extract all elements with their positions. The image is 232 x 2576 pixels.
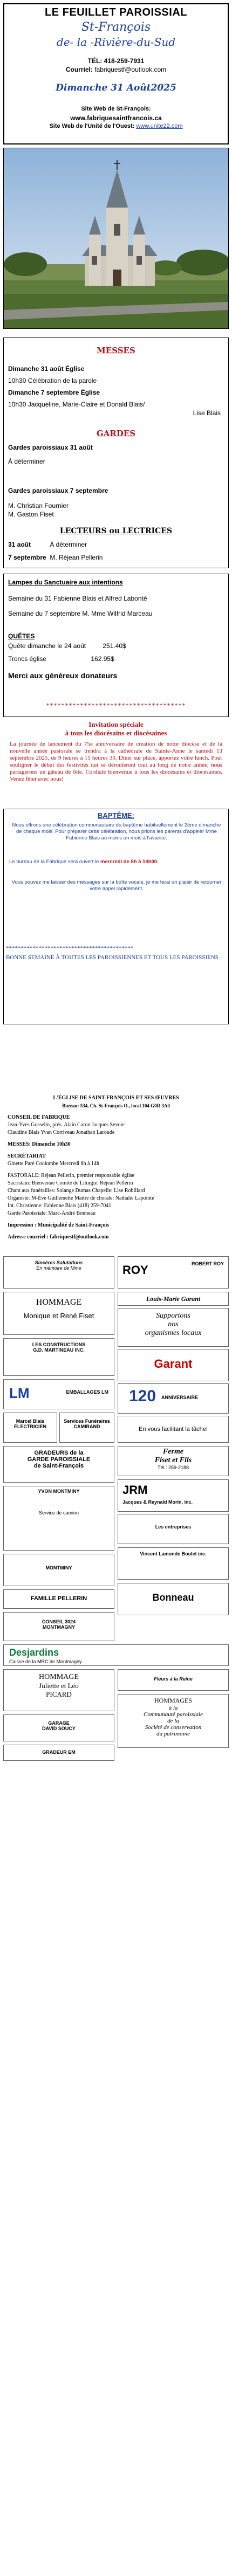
ad-supportons-l1: Supportons xyxy=(156,1312,190,1320)
header-box xyxy=(3,3,229,144)
chant-line: Chant aux funérailles: Solange Dumas Chapelle: Lise Robillard xyxy=(8,1188,145,1194)
ad-jrm-name: Jacques & Reynald Morin, inc. xyxy=(122,1499,193,1505)
eglise-title: L'ÉGLISE DE SAINT-FRANÇOIS ET SES ŒUVRES xyxy=(53,1095,179,1101)
lecteurs-date-1: 31 août xyxy=(8,541,31,548)
ad-constructions-l1: LES CONSTRUCTIONS xyxy=(32,1342,86,1347)
ad-famille-pellerin xyxy=(3,1589,114,1609)
ad-garde-l1: GRADEURS de la xyxy=(34,1450,84,1456)
ad-ferme-fiset xyxy=(118,1446,229,1476)
ad-conseil-3024 xyxy=(3,1612,114,1641)
conseil-heading: CONSEIL DE FABRIQUE xyxy=(8,1114,70,1120)
ad-desjardins xyxy=(3,1644,229,1666)
quetes-line-1-label: Quête dimanche le 24 août xyxy=(8,642,86,650)
ad-garde-paroissiale xyxy=(3,1446,114,1483)
lampes-box xyxy=(3,574,229,717)
ad-garage-soucy-l2: DAVID SOUCY xyxy=(42,1726,76,1731)
ad-montminy-2-name: MONTMINY xyxy=(45,1565,72,1571)
bapteme-p3: Vous pouvez me laisser des messages sur la boîte vocale, je me ferai un plaisir de retourner votre appel rapidement. xyxy=(11,879,222,892)
lecteurs-row-1 xyxy=(8,541,87,548)
messes-line-2-text: 10h30 Célébration de la parole xyxy=(8,377,97,384)
ad-gradeur-name: GRADEUR EM xyxy=(42,1750,76,1755)
sacristie-line: Sacristain: Bienvenue Comité de Liturgie: Réjean Pellerin xyxy=(8,1180,133,1186)
ad-garant-logo: Garant xyxy=(154,1357,193,1370)
ad-roy-name: ROBERT ROY xyxy=(191,1261,224,1266)
ad-entreprises-name: Les entreprises xyxy=(155,1524,192,1530)
ad-jrm xyxy=(118,1479,229,1512)
ad-marcel-blais-job: ÉLECTRICIEN xyxy=(13,1424,46,1429)
ad-hommage-fiset xyxy=(3,1292,114,1335)
ad-montminy-name: YVON MONTMINY xyxy=(38,1489,80,1494)
invitation-body: La journée de lancement du 75e anniversaire de création de notre diocèse et de la nouvelle année pastorale se tiendra à la cathédrale de Sainte-Anne le samedi 13 septembre 2025, de 9 heures à 15 heures 30. Dîner sur place, apportez votre lunch. Pour souligner le début des festivités qui se dérouleront tout au long de notre année, nous partagerons un gâteau de fête. Cordiale bienvenue à tous les diocésains et diocésaines. Venez fêter avec nous! xyxy=(10,741,222,782)
quetes-line-1 xyxy=(8,642,126,650)
ad-entreprises xyxy=(118,1514,229,1544)
ad-camirand xyxy=(59,1413,114,1443)
lampes-heading: Lampes du Sanctuaire aux intentions xyxy=(8,578,123,586)
gardes-2-title: Gardes paroissiaux 7 septembre xyxy=(8,487,108,494)
quetes-thanks: Merci aux généreux donateurs xyxy=(8,671,118,680)
ad-anniversaire xyxy=(118,1383,229,1414)
ad-hommages-l3: Communauté paroissiale xyxy=(144,1711,203,1718)
ad-garde-l3: de Saint-François xyxy=(33,1463,84,1469)
ad-roy xyxy=(118,1256,229,1289)
bapteme-p2-hours: mercredi de 8h à 14h00. xyxy=(100,859,159,865)
ad-supportons-l2: nos xyxy=(168,1320,179,1328)
secretariat-heading: SECRÉTARIAT xyxy=(8,1153,46,1159)
parish-name-line1: St-François xyxy=(81,20,151,34)
bapteme-p1: Nous offrons une célébration communautaire du baptême habituellement le 2ème dimanche de chaque mois. Pour préparer cette célébration, nous prions les parents d'appeler Mme Fabienne Blais au moins un mois à l'avance. xyxy=(12,822,221,841)
invitation-title-2: à tous les diocésains et diocésaines xyxy=(65,729,167,737)
ad-hommages-l6: du patrimoine xyxy=(156,1731,190,1737)
gardes-1-title: Gardes paroissiaux 31 août xyxy=(8,444,93,451)
lecteurs-heading: LECTEURS ou LECTRICES xyxy=(59,527,173,535)
organiste-line: Organiste: M-Ève Guillemette Maître de chorale: Nathalie Lapointe xyxy=(8,1195,154,1201)
ad-ferme-fiset-l1: Ferme xyxy=(162,1448,184,1456)
pastorale-line: PASTORALE: Réjean Pellerin, premier responsable église xyxy=(8,1173,134,1179)
bapteme-p2 xyxy=(9,859,224,865)
eglise-email-line: Adresse courriel : fabriquestf@outlook.com xyxy=(8,1234,109,1240)
ad-marcel-blais-name: Marcel Blais xyxy=(16,1418,45,1424)
ad-garant xyxy=(118,1349,229,1381)
ad-hommages-l5: Société de conservation xyxy=(145,1724,202,1731)
eglise-messes: MESSES: Dimanche 10h30 xyxy=(8,1141,71,1147)
ad-marcel-blais xyxy=(3,1413,57,1443)
ad-emballages xyxy=(3,1379,114,1409)
quetes-line-2 xyxy=(8,655,114,663)
ad-hommages-l4: de la xyxy=(167,1718,179,1724)
messes-line-4: 10h30 Jacqueline, Marie-Claire et Donald Blais/ xyxy=(8,401,145,408)
quetes-line-1-value: 251.40$ xyxy=(103,642,126,650)
ad-anniversaire-num: 120 xyxy=(129,1387,156,1405)
site-web-line-2 xyxy=(4,123,228,129)
invitation-stars: ************************************* xyxy=(46,701,186,709)
ad-garage-soucy-l1: GARAGE xyxy=(48,1720,70,1726)
ad-supportons xyxy=(118,1308,229,1347)
bulletin-title: LE FEUILLET PAROISSIAL xyxy=(45,6,187,18)
church-photo xyxy=(3,148,229,329)
site-web-label-2: Site Web de l'Unité de l'Ouest: xyxy=(49,123,135,129)
ad-gradeur xyxy=(3,1745,114,1761)
ad-roy-logo: ROY xyxy=(122,1263,148,1277)
email-line xyxy=(4,66,228,73)
ad-hommages-l1: HOMMAGES xyxy=(154,1697,192,1704)
ad-famille-pellerin-text: FAMILLE PELLERIN xyxy=(30,1595,87,1602)
ads-grid xyxy=(3,1256,229,2572)
ad-montminy-2 xyxy=(3,1554,114,1586)
ad-hommages-communaute xyxy=(118,1694,229,1748)
quetes-line-2-value: 162.95$ xyxy=(91,655,114,663)
lecteurs-name-2: M. Réjean Pellerin xyxy=(50,554,103,561)
email-address[interactable]: fabriquestf@outlook.com xyxy=(94,66,167,73)
ad-desjardins-name: Desjardins xyxy=(9,1647,59,1658)
ad-hommage-picard xyxy=(3,1669,114,1711)
ad-vincent-lamonde-name: Vincent Lamonde Boulet inc. xyxy=(140,1551,207,1556)
ad-hommage-fiset-names: Monique et René Fiset xyxy=(23,1312,94,1320)
bonne-semaine-text: BONNE SEMAINE À TOUTES LES PAROISSIENNES ET TOUS LES PAROISSIENS xyxy=(6,954,219,961)
conseil-line-2: Claudine Blais Yvan Corriveau Jonathan Laroude xyxy=(8,1129,115,1135)
ad-montminy xyxy=(3,1486,114,1551)
bapteme-box xyxy=(3,809,229,1024)
lecteurs-row-2 xyxy=(8,554,103,561)
ad-service-camion: Service de camion xyxy=(38,1510,79,1516)
ad-jrm-logo: JRM xyxy=(122,1483,148,1497)
bulletin-date: Dimanche 31 Août2025 xyxy=(56,82,176,93)
lecteurs-name-1: À déterminer xyxy=(50,541,87,548)
lecteurs-date-2: 7 septembre xyxy=(8,554,46,561)
ad-facilitant xyxy=(118,1416,229,1443)
conseil-line-1: Jean-Yves Gosselin, prés. Alain Caron Jacques Sevoie xyxy=(8,1122,125,1128)
ad-anniversaire-label: ANNIVERSAIRE xyxy=(161,1395,199,1400)
ad-fleurs-name: Fleurs à la Reine xyxy=(154,1676,193,1682)
eglise-info xyxy=(8,1094,224,1251)
bonne-semaine-stars: ******************************************* xyxy=(6,945,134,952)
ad-memoire-sub: En mémoire de Mme xyxy=(36,1265,81,1271)
site-web-link-2[interactable]: www.unite22.com xyxy=(136,123,183,129)
email-label: Courriel: xyxy=(65,66,93,73)
ad-emballages-logo: LM xyxy=(9,1385,30,1401)
phone-number: TÉL: 418-259-7931 xyxy=(87,57,145,65)
parish-name-line2: de- la -Rivière-du-Sud xyxy=(56,36,176,49)
invitation-title-1: Invitation spéciale xyxy=(88,720,144,728)
ad-constructions xyxy=(3,1338,114,1376)
ad-garant-louis-name: Louis-Marie Garant xyxy=(146,1295,201,1303)
site-web-link-1[interactable]: www.fabriquesaintfrancois.ca xyxy=(70,114,162,122)
ad-hommage-fiset-title: HOMMAGE xyxy=(36,1298,82,1307)
ad-facilitant-text: En vous facilitant la tâche! xyxy=(139,1426,208,1432)
ad-desjardins-caisse: Caisse de la MRC de Montmagny xyxy=(9,1659,82,1664)
ad-constructions-l2: G.D. MARTINEAU INC. xyxy=(33,1347,85,1353)
site-web-label-1: Site Web de St-François: xyxy=(81,106,151,112)
bapteme-heading: BAPTÊME: xyxy=(98,811,134,819)
ad-garant-louis xyxy=(118,1292,229,1306)
ad-fleurs xyxy=(118,1669,229,1691)
messes-line-3: Dimanche 7 septembre Église xyxy=(8,389,100,396)
ad-hommages-l2: à la xyxy=(168,1705,178,1711)
impression-line: Impression : Municipalité de Saint-François xyxy=(8,1222,110,1228)
gardes-heading: GARDES xyxy=(96,429,136,438)
ad-conseil-3024-l2: MONTMAGNY xyxy=(43,1624,75,1630)
ad-bonneau xyxy=(118,1583,229,1615)
ad-hommage-picard-l2: Juliette et Léo xyxy=(39,1682,79,1690)
ad-ferme-fiset-l2: Fiset et Fils xyxy=(154,1456,192,1464)
ad-memoire-title: Sincères Salutations xyxy=(35,1260,83,1265)
ad-hommage-picard-title: HOMMAGE xyxy=(39,1673,79,1681)
lampes-line-1: Semaine du 31 Fabienne Blais et Alfred Labonté xyxy=(8,595,147,602)
ad-garage-soucy xyxy=(3,1714,114,1741)
ad-hommage-picard-l3: PICARD xyxy=(46,1690,72,1698)
gardes-1-value: À déterminer xyxy=(8,458,45,465)
gardes-2-name-1: M. Christian Fournier xyxy=(8,502,69,509)
ad-camirand-l1: Services Funéraires xyxy=(64,1418,110,1424)
lampes-line-2: Semaine du 7 septembre M. Mme Wilfrid Marceau xyxy=(8,610,153,617)
invitation-block xyxy=(10,720,222,801)
messes-line-1: Dimanche 31 août Église xyxy=(8,365,85,373)
ad-vincent-lamonde xyxy=(118,1547,229,1580)
messes-heading: MESSES xyxy=(97,346,135,355)
ad-bonneau-name: Bonneau xyxy=(152,1592,194,1603)
messes-box xyxy=(3,338,229,568)
eglise-address: Bureau: 534, Ch. St-François O., local 104 G0R 3A0 xyxy=(62,1103,170,1108)
ad-camirand-l2: CAMIRAND xyxy=(73,1424,100,1429)
catechese-line: Int. Christienne: Fabienne Blais (418) 259-7041 xyxy=(8,1203,112,1209)
ad-conseil-3024-l1: CONSEIL 3024 xyxy=(42,1619,76,1624)
bapteme-p2-pre: Le bureau de la Fabrique sera ouvert le xyxy=(9,859,100,865)
messes-line-2 xyxy=(8,377,97,384)
gardes-2-name-2: M. Gaston Fiset xyxy=(8,511,54,518)
ad-ferme-fiset-tel: Tél.: 259-2188 xyxy=(157,1465,189,1470)
ad-memoire xyxy=(3,1256,114,1289)
quetes-heading: QUÊTES xyxy=(8,632,35,640)
messes-line-5: Lise Blais xyxy=(193,409,221,417)
garde-line: Garde Paroissiale: Marc-André Bonneau xyxy=(8,1210,95,1216)
ad-emballages-name: EMBALLAGES LM xyxy=(66,1389,108,1395)
ad-supportons-l3: organismes locaux xyxy=(145,1329,202,1337)
secretariat-line: Ginette Paré Coulombe Mercredi 8h à 14h xyxy=(8,1161,99,1167)
ad-garde-l2: GARDE PAROISSIALE xyxy=(27,1456,91,1463)
quetes-line-2-label: Troncs église xyxy=(8,655,46,663)
